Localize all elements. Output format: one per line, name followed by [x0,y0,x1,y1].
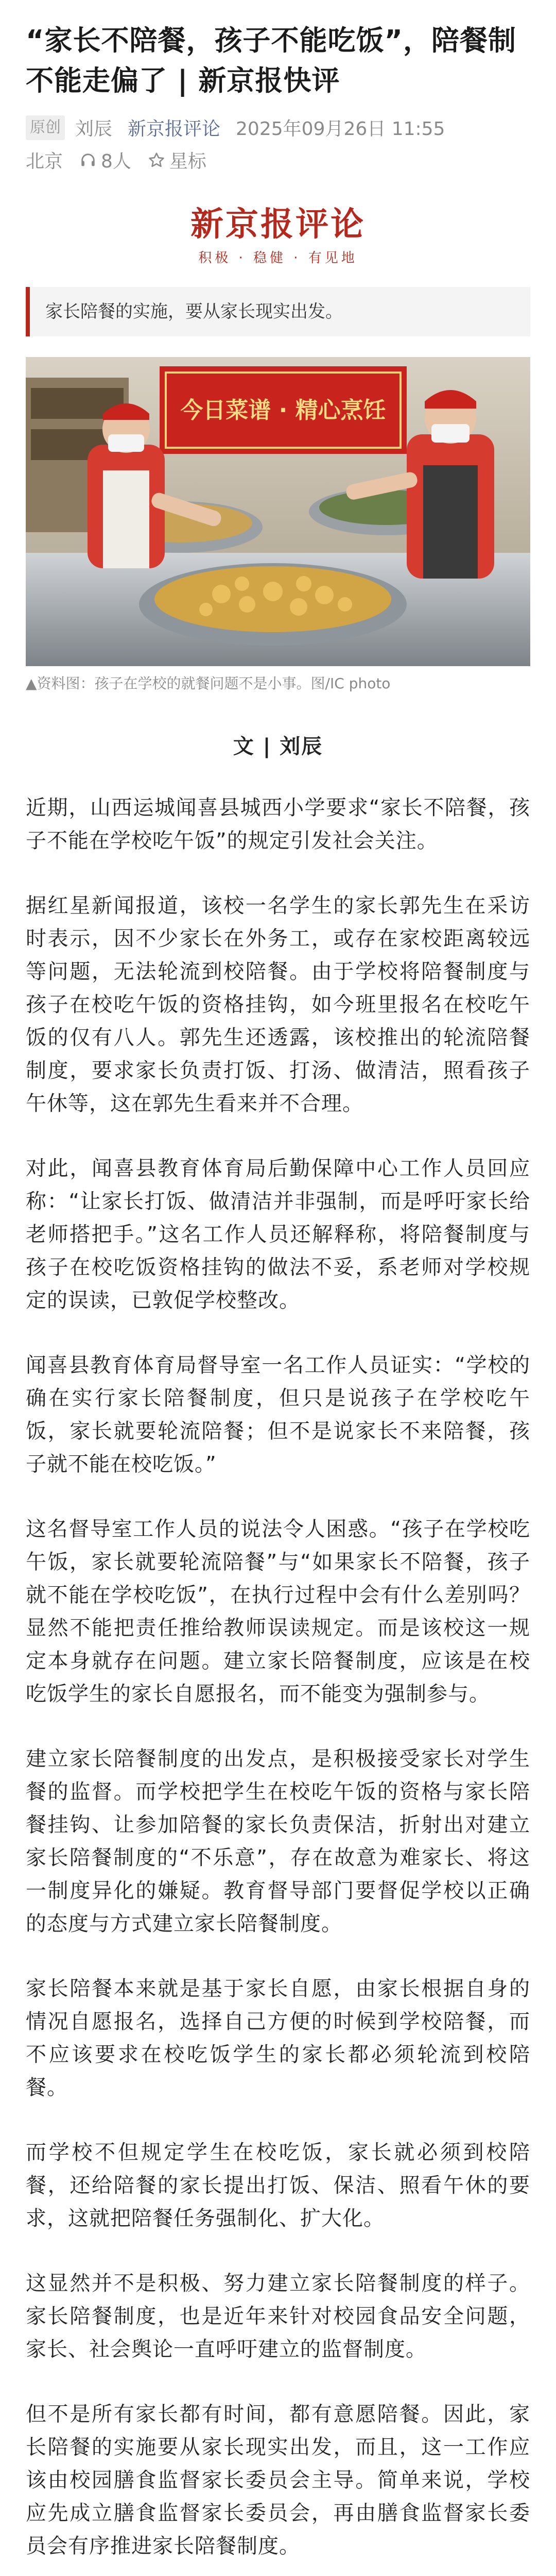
article-photo [26,357,530,666]
paragraph-4: 闻喜县教育体育局督导室一名工作人员证实：“学校的确在实行家长陪餐制度，但只是说孩子在学校吃午饭，家长就要轮流陪餐；但不是说家长不来陪餐，孩子就不能在校吃饭。” [26,1353,530,1476]
star-button[interactable] [148,147,206,173]
paragraph-8: 而学校不但规定学生在校吃饭，家长就必须到校陪餐，还给陪餐的家长提出打饭、保洁、照看午休的要求，这就把陪餐任务强制化、扩大化。 [26,2141,530,2230]
paragraph-5: 这名督导室工作人员的说法令人困惑。“孩子在学校吃午饭，家长就要轮流陪餐”与“如果家长不陪餐，孩子就不能在学校吃饭”，在执行过程中会有什么差别吗？显然不能把责任推给教师误读规定。而是该校这一规定本身就存在问题。建立家长陪餐制度，应该是在校吃饭学生的家长自愿报名，而不能变为强制参与。 [26,1517,530,1706]
article-title: “家长不陪餐，孩子不能吃饭”，陪餐制不能走偏了 | 新京报快评 [26,24,516,97]
paragraph-2: 据红星新闻报道，该校一名学生的家长郭先生在采访时表示，因不少家长在外务工，或存在家校距离较远等问题，无法轮流到校陪餐。由于学校将陪餐制度与孩子在校吃午饭的资格挂钩，如今班里报名在校吃午饭的仅有八人。郭先生还透露，该校推出的轮流陪餐制度，要求家长负责打饭、打汤、做清洁，照看孩子午休等，这在郭先生看来并不合理。 [26,894,530,1115]
article-meta-2 [26,147,530,173]
column-logo-slogan: 积极 · 稳健 · 有见地 [198,250,358,266]
listen-count: 8人 [101,151,131,172]
location-label: 北京 [26,151,63,172]
article-meta [26,114,530,141]
account-link[interactable]: 新京报评论 [128,118,221,140]
paragraph-1: 近期，山西运城闻喜县城西小学要求“家长不陪餐，孩子不能在学校吃午饭”的规定引发社会关注。 [26,796,530,853]
original-badge: 原创 [26,115,65,140]
star-label: 星标 [169,151,206,172]
listen-button[interactable] [79,147,131,173]
photo-sign-text: 今日菜谱 · 精心烹饪 [180,397,386,423]
paragraph-7: 家长陪餐本来就是基于家长自愿，由家长根据自身的情况自愿报名，选择自己方便的时候到学校陪餐，而不应该要求在校吃饭学生的家长都必须轮流到校陪餐。 [26,1977,530,2099]
headphones-icon [79,151,97,169]
lead-quote: 家长陪餐的实施，要从家长现实出发。 [26,287,530,336]
column-logo [26,204,530,266]
column-logo-title: 新京报评论 [190,205,366,244]
paragraph-6: 建立家长陪餐制度的出发点，是积极接受家长对学生餐的监督。而学校把学生在校吃午饭的资格与家长陪餐挂钩、让参加陪餐的家长负责保洁，折射出对建立家长陪餐制度的“不乐意”，存在故意为难家长、将这一制度异化的嫌疑。教育督导部门要督促学校以正确的态度与方式建立家长陪餐制度。 [26,1747,530,1936]
author-name: 刘辰 [75,118,113,140]
paragraph-10: 但不是所有家长都有时间，都有意愿陪餐。因此，家长陪餐的实施要从家长现实出发，而且，这一工作应该由校园膳食监督家长委员会主导。简单来说，学校应先成立膳食监督家长委员会，再由膳食监督家长委员会有序推进家长陪餐制度。 [26,2402,530,2558]
star-icon [148,151,165,169]
photo-caption: ▲资料图：孩子在学校的就餐问题不是小事。图/IC photo [26,675,391,692]
paragraph-9: 这显然并不是积极、努力建立家长陪餐制度的样子。家长陪餐制度，也是近年来针对校园食品安全问题，家长、社会舆论一直呼吁建立的监督制度。 [26,2272,530,2361]
publish-datetime: 2025年09月26日 11:55 [236,118,445,140]
paragraph-3: 对此，闻喜县教育体育局后勤保障中心工作人员回应称：“让家长打饭、做清洁并非强制，而是呼吁家长给老师搭把手。”这名工作人员还解释称，将陪餐制度与孩子在校吃饭资格挂钩的做法不妥，系老师对学校规定的误读，已敦促学校整改。 [26,1157,530,1312]
canteen-illustration [26,357,530,666]
byline: 文 | 刘辰 [233,735,323,758]
